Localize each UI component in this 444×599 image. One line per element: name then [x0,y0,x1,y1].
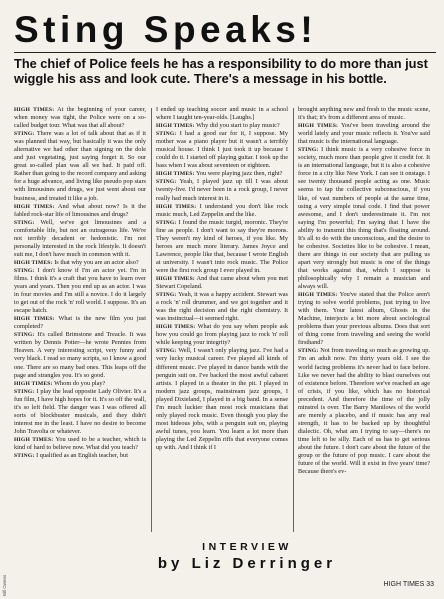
speaker-label: STING: [14,131,35,138]
page-footer: HIGH TIMES 33 [383,581,434,588]
interview-paragraph [156,203,288,219]
interview-paragraph [298,347,430,476]
speaker-label: STING: [14,453,35,460]
speaker-label: HIGH TIMES: [156,275,195,282]
interview-paragraph [156,347,288,452]
interview-paragraph [14,203,146,219]
paragraph-text: There was a lot of talk about that as if it was planned that way, but basically it was the only alternative we had other than signing on the dole and just vegetating, just saying forget it. So our great so-called plan was all we had. It paid off. Rather than going to the record company and asking for a huge advance, and living like pseudo pop stars with limousines and drugs, we just went about our business, and treated it like a job. [14,130,146,202]
paragraph-text: Well, I wasn't only playing jazz. I've had a very lucky musical career. I've played all kinds of different music. I've played in dance bands with the penguin suit on. I've backed the most awful cabaret artists. I played in a theater in the pit. I played in modern jazz groups, mainstream jazz groups, I played Dixieland, I played in a big band. In a sense I'm much luckier than most rock musicians that only played rock music. Even though you play the most hideous jobs, with a penguin suit on, playing awful tunes, you learn. You learn a lot more than playing the Led Zeppelin riffs that everyone comes up with. And I think if I [156,347,288,451]
interview-paragraph [156,130,288,170]
interview-paragraph [14,267,146,315]
speaker-label: HIGH TIMES: [14,436,54,443]
speaker-label: STING: [298,147,319,154]
speaker-label: STING: [14,219,35,226]
paragraph-text: I think music is a very cohesive force in society, much more than people give it credit for. It is an international language, but it is also a cohesive force in a city like New York. I can see it onstage. I see twenty thousand people acting as one. Music seems to tap the collective subconscious, if you like, of vast numbers of people at the same time, using a very simple tonal code. I find that power awesome, and I don't underestimate it. I'm not saying I'm powerful; I'm saying that I have the ability to transmit this thing that's floating around. It's all to do with the unconscious, and the desire to be cohesive. Societies like to be cohesive. I mean, there are things in our society that are pulling us apart very strongly but music is one of the things that works against that, which I suppose is philosophically why I remain a musician and always will. [298,146,430,291]
paragraph-text: You've been traveling around the world lately and your music reflects it. You've said that music is the international language. [298,122,430,146]
interview-paragraph [156,106,288,122]
speaker-label: HIGH TIMES: [298,292,338,299]
paragraph-text: You've stated that the Police aren't trying to solve world problems, just trying to live with them. Your latest album, Ghosts in the Machine, interjects a bit more about sociological problems than your previous albums. Does that sort of thing come from traveling and seeing the world firsthand? [298,291,430,347]
headline-text: Sting Speaks! [14,9,318,50]
speaker-label: HIGH TIMES: [14,316,55,323]
speaker-label: STING: [14,388,35,395]
paragraph-text: Whom do you play? [54,379,106,387]
byline [142,540,352,574]
paragraph-text: brought anything new and fresh to the music scene, it's that; it's from a different area of music. [298,106,430,122]
paragraph-text: Is that why you are an actor also? [54,258,139,266]
interview-paragraph [14,380,146,388]
paragraph-text: What do you say when people ask how you could go from playing jazz to rock 'n' roll while keeping your integrity? [156,323,288,347]
speaker-label: STING: [14,267,35,274]
interview-paragraph [156,178,288,202]
speaker-label: STING: [298,348,319,355]
speaker-label: HIGH TIMES: [14,259,53,266]
column-2 [156,106,288,534]
interview-paragraph [14,259,146,267]
column-divider [293,108,294,532]
paragraph-text: It's called Brimstone and Treacle. It was written by Dennis Potter—he wrote Pennies from Heaven. A very interesting script, very funny and very black. I read so many scripts, so I know a good one. There are so many bad ones. This leaps off the page and strangles you. It's so good. [14,331,146,379]
speaker-label: HIGH TIMES: [156,171,195,178]
speaker-label: STING: [14,332,35,339]
interview-paragraph [14,219,146,259]
interview-paragraph [14,388,146,436]
deck-subheadline: The chief of Police feels he has a responsibility to do more than just wiggle his ass and look cute. There's a message in his bottle. [14,56,428,86]
paragraph-text: And what about now? Is it the fabled rock-star life of limousines and drugs? [14,202,146,218]
interview-paragraph [298,291,430,347]
photo-credit: Bill Owens [2,574,7,596]
interview-paragraph [14,315,146,331]
interview-paragraph [156,170,288,178]
column-1 [14,106,146,534]
paragraph-text: Well, we've got limousines and a comfortable life, but not an outrageous life. We're not terribly decadent or hedonistic. I'm not personally interested in the rock lifestyle. It doesn't suit me, I don't have much in common with it. [14,218,146,258]
paragraph-text: What is the new film you just completed? [14,315,146,331]
interview-paragraph [14,106,146,130]
speaker-label: HIGH TIMES: [156,123,195,130]
speaker-label: STING: [156,219,177,226]
column-3 [298,106,430,534]
speaker-label: HIGH TIMES: [298,123,339,130]
interview-paragraph [14,452,146,460]
interview-paragraph [156,291,288,323]
interview-paragraph [156,323,288,347]
speaker-label: HIGH TIMES: [156,324,196,331]
paragraph-text: I found the music turgid, moronic. They're fine as people. I don't want to say they're morons. They weren't my kind of heroes, if you like. My heroes are much more literary. James Joyce and Lawrence, people like that, because I wrote English at university. I wasn't into rock music. The Police were the first rock group I ever played in. [156,218,288,274]
column-divider [151,108,152,532]
speaker-label: STING: [156,131,177,138]
paragraph-text: I play the lead opposite Lady Olivier. It's a fun film, I have high hopes for it. It's so off the wall, it's so left field. The danger was I was offered all sorts of blockbuster musicals, and they didn't interest me in the least. I have no desire to become John Travolta or whatever. [14,387,146,435]
paragraph-text: Not from traveling so much as growing up. I'm an adult now. I'm thirty years old. I see the world facing problems it's never had to face before. Like we never had the ability to blast ourselves out of existence before. Therefore we've reached an age of crisis, if you like, which has no historical precedent. And therefore the time of the jolly minstrel is over. The Barry Manilows of the world are merely a placebo, and if music has any real strength, it has to be backed up by thoughtful dialectic. Oh, what am I trying to say—there's no time left to be silly. Each of us has to get serious about the future. I don't care about the future of the group or the future of pop music. I care about the future of the world. Will it exist in five years' time? Because there's ev- [298,347,430,476]
paragraph-text: At the beginning of your career, when money was tight, the Police were on a so-called budget tour. What was that all about? [14,106,146,130]
byline-kicker: INTERVIEW [202,541,292,553]
interview-paragraph [298,122,430,146]
interview-paragraph [156,122,288,130]
paragraph-text: I understand you don't like rock music much, Led Zeppelin and the like. [156,202,288,218]
interview-paragraph [156,275,288,291]
interview-paragraph [14,130,146,202]
paragraph-text: You used to be a teacher, which is kind of hard to believe now. What did you teach? [14,435,146,451]
paragraph-text: Yeah, I played jazz up till I was about twenty-five. I'd never been in a rock group, I never really had much interest in it. [156,178,288,202]
paragraph-text: I had a good ear for it, I suppose. My mother was a piano player but it wasn't a terribly musical house. I think I just took it up because I could do it. I started off playing guitar. I took up the bass when I was about seventeen or eighteen. [156,130,288,170]
paragraph-text: Yeah, it was a happy accident. Stewart was a rock 'n' roll drummer, and we got together and it was the right decision and the right chemistry. It was instinctual—it seemed right. [156,291,288,323]
paragraph-text: I qualified as an English teacher, but [36,452,128,460]
speaker-label: HIGH TIMES: [156,203,197,210]
speaker-label: STING: [156,179,177,186]
speaker-label: HIGH TIMES: [14,380,53,387]
paragraph-text: Why did you start to play music? [196,122,280,130]
interview-paragraph [14,436,146,452]
paragraph-text: I ended up teaching soccer and music in a school where I taught ten-year-olds. [Laughs.] [156,106,288,122]
paragraph-text: You were playing jazz then, right? [195,170,283,178]
speaker-label: HIGH TIMES: [14,203,55,210]
interview-paragraph [298,146,430,291]
paragraph-text: And that came about when you met Stewart Copeland. [156,274,288,291]
speaker-label: STING: [156,348,177,355]
interview-paragraph [14,331,146,379]
article-body [14,106,430,534]
byline-author: by Liz Derringer [157,555,337,572]
interview-paragraph [156,219,288,275]
headline [14,10,436,53]
paragraph-text: I don't know if I'm an actor yet. I'm in films. I think it's a craft that you have to learn over years and years. Then you end up as an actor. I was in four movies and I'm still a novice. I do it largely to get out of the rock 'n' roll world. I suppose. It's an escape hatch. [14,266,146,315]
speaker-label: HIGH TIMES: [14,107,55,113]
interview-paragraph [298,106,430,122]
speaker-label: STING: [156,292,177,299]
